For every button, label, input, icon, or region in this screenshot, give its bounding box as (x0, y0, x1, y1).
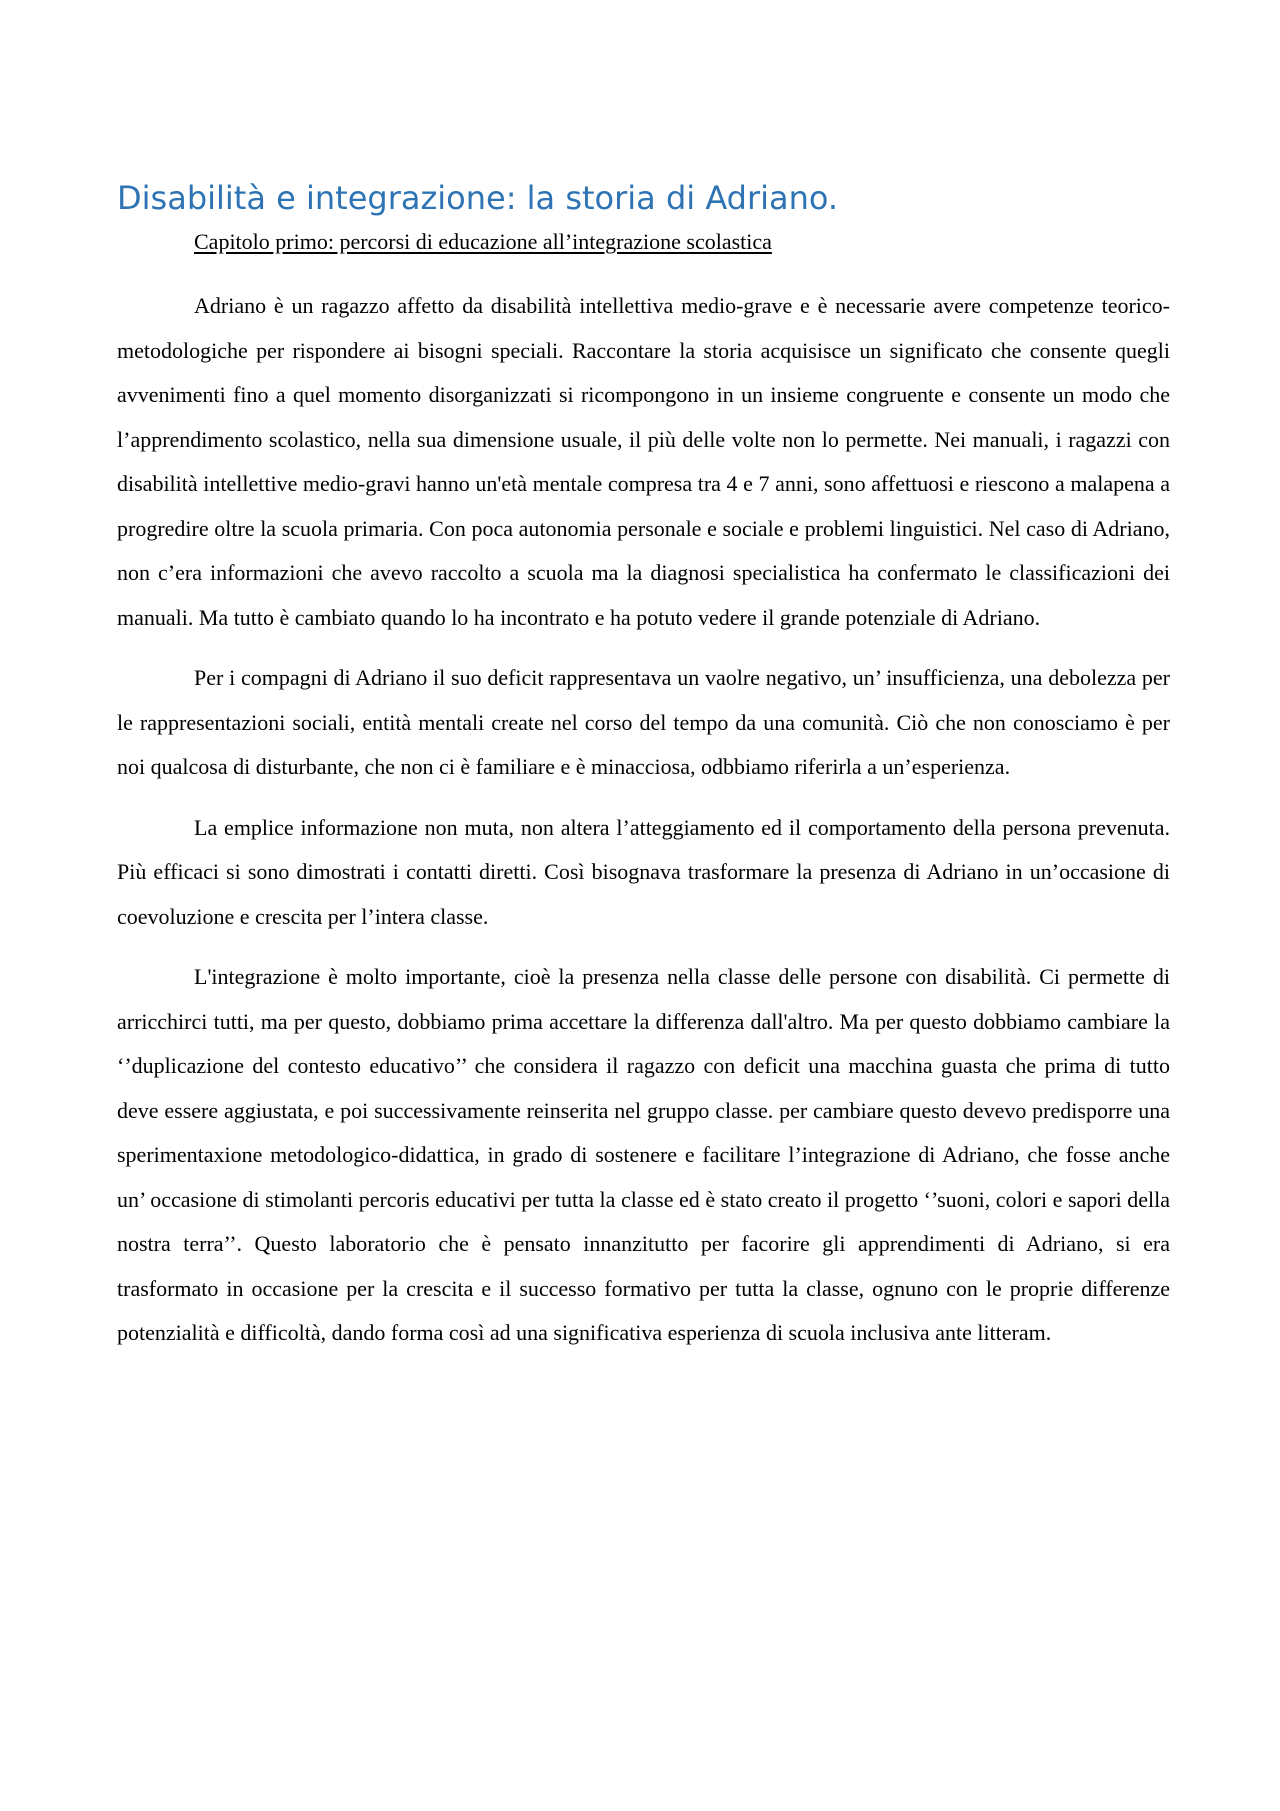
paragraph-1: Adriano è un ragazzo affetto da disabilità intellettiva medio-grave e è necessarie avere competenze teorico-metodologiche per rispondere ai bisogni speciali. Raccontare la storia acquisisce un significato che consente quegli avvenimenti fino a quel momento disorganizzati si ricompongono in un insieme congruente e consente un modo che l’apprendimento scolastico, nella sua dimensione usuale, il più delle volte non lo permette. Nei manuali, i ragazzi con disabilità intellettive medio-gravi hanno un'età mentale compresa tra 4 e 7 anni, sono affettuosi e riescono a malapena a progredire oltre la scuola primaria. Con poca autonomia personale e sociale e problemi linguistici. Nel caso di Adriano, non c’era informazioni che avevo raccolto a scuola ma la diagnosi specialistica ha confermato le classificazioni dei manuali. Ma tutto è cambiato quando lo ha incontrato e ha potuto vedere il grande potenziale di Adriano. (117, 293, 1170, 630)
chapter-subtitle: Capitolo primo: percorsi di educazione all’integrazione scolastica (194, 229, 772, 254)
document-title: Disabilità e integrazione: la storia di Adriano. (117, 179, 839, 217)
paragraph-2: Per i compagni di Adriano il suo deficit rappresentava un vaolre negativo, un’ insufficienza, una debolezza per le rappresentazioni sociali, entità mentali create nel corso del tempo da una comunità. Ciò che non conosciamo è per noi qualcosa di disturbante, che non ci è familiare e è minacciosa, odbbiamo riferirla a un’esperienza. (117, 665, 1170, 779)
paragraph-3: La emplice informazione non muta, non altera l’atteggiamento ed il comportamento della persona prevenuta. Più efficaci si sono dimostrati i contatti diretti. Così bisognava trasformare la presenza di Adriano in un’occasione di coevoluzione e crescita per l’intera classe. (117, 814, 1170, 929)
paragraph-4: L'integrazione è molto importante, cioè la presenza nella classe delle persone con disabilità. Ci permette di arricchirci tutti, ma per questo, dobbiamo prima accettare la differenza dall'altro. Ma per questo dobbiamo cambiare la ‘’duplicazione del contesto educativo’’ che considera il ragazzo con deficit una macchina guasta che prima di tutto deve essere aggiustata, e poi successivamente reinserita nel gruppo classe. per cambiare questo devevo predisporre una sperimentaxione metodologico-didattica, in grado di sostenere e facilitare l’integrazione di Adriano, che fosse anche un’ occasione di stimolanti percoris educativi per tutta la classe ed è stato creato il progetto ‘’suoni, colori e sapori della nostra terra’’. Questo laboratorio che è pensato innanzitutto per facorire gli apprendimenti di Adriano, si era trasformato in occasione per la crescita e il successo formativo per tutta la classe, ognuno con le proprie differenze potenzialità e difficoltà, dando forma così ad una significativa esperienza di scuola inclusiva ante litteram. (117, 964, 1170, 1345)
document-body (117, 284, 1170, 1372)
